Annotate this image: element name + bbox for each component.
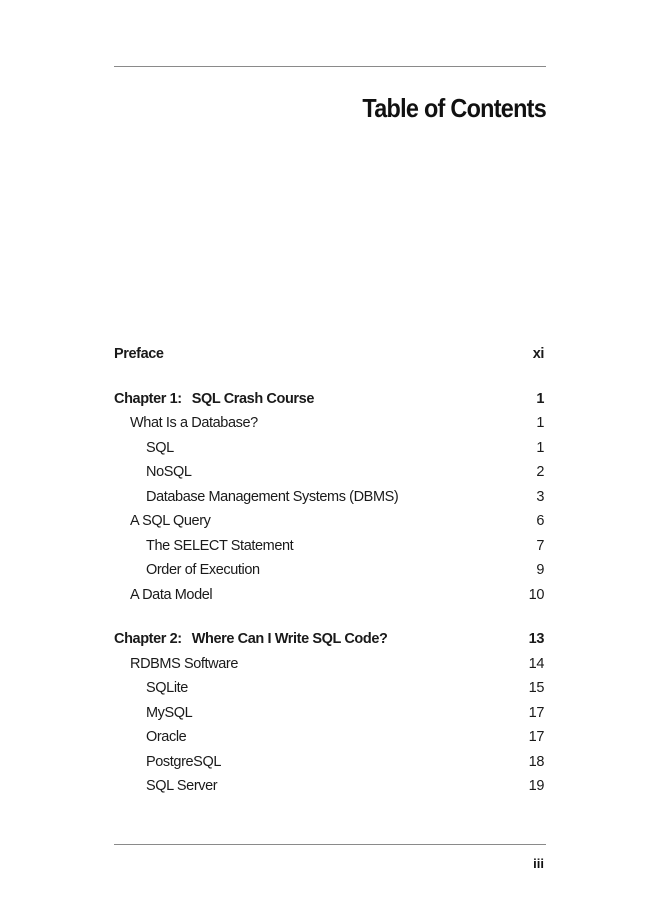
- toc-entry[interactable]: [114, 705, 544, 730]
- toc-entry[interactable]: [114, 656, 544, 681]
- toc-entry-label: Preface: [114, 346, 164, 362]
- toc-entry[interactable]: [114, 415, 544, 440]
- toc-entry-page: 10: [528, 586, 544, 603]
- toc-entry-label: PostgreSQL: [146, 753, 221, 770]
- top-rule: [114, 66, 546, 67]
- table-of-contents: [114, 346, 544, 803]
- page-number: iii: [533, 856, 544, 871]
- toc-entry-page: 1: [536, 415, 544, 431]
- page-title: Table of Contents: [362, 93, 546, 124]
- toc-entry[interactable]: [114, 440, 544, 465]
- toc-entry-label: A SQL Query: [130, 513, 211, 529]
- toc-entry[interactable]: [114, 489, 544, 514]
- toc-entry-preface[interactable]: [114, 346, 544, 371]
- toc-entry[interactable]: [114, 513, 544, 538]
- toc-entry[interactable]: [114, 587, 544, 612]
- toc-entry[interactable]: [114, 562, 544, 587]
- bottom-rule: [114, 844, 546, 845]
- chapter-number: Chapter 1:: [114, 390, 182, 407]
- toc-entry-label: RDBMS Software: [130, 655, 239, 672]
- toc-entry[interactable]: [114, 680, 544, 705]
- toc-entry-page: 18: [528, 753, 544, 770]
- toc-entry-page: 9: [536, 562, 544, 578]
- toc-entry-page: 6: [536, 513, 544, 529]
- toc-entry-label: MySQL: [146, 704, 193, 721]
- section-gap: [114, 371, 544, 391]
- toc-entry-page: 2: [536, 464, 544, 480]
- toc-entry[interactable]: [114, 464, 544, 489]
- toc-entry-label: Oracle: [146, 729, 187, 745]
- section-gap: [114, 611, 544, 631]
- toc-entry-label: NoSQL: [146, 464, 192, 480]
- toc-entry[interactable]: [114, 729, 544, 754]
- toc-entry[interactable]: [114, 754, 544, 779]
- toc-entry-label: Database Management Systems (DBMS): [146, 488, 399, 505]
- toc-entry-chapter-1[interactable]: [114, 391, 544, 416]
- toc-entry-page: 1: [536, 439, 544, 456]
- toc-entry-page: 19: [528, 778, 544, 794]
- toc-entry-page: 7: [536, 537, 544, 554]
- toc-entry-label: A Data Model: [130, 586, 213, 603]
- toc-entry-chapter-2[interactable]: [114, 631, 544, 656]
- toc-entry-label: SQL Server: [146, 778, 218, 794]
- toc-entry-label: What Is a Database?: [130, 415, 258, 431]
- chapter-title: Where Can I Write SQL Code?: [191, 631, 388, 647]
- toc-entry-label: SQL: [146, 439, 174, 456]
- toc-entry-page: 1: [536, 390, 544, 407]
- toc-entry-label: Order of Execution: [146, 562, 260, 578]
- toc-entry-page: 17: [528, 729, 544, 745]
- toc-entry-label: The SELECT Statement: [146, 537, 294, 554]
- toc-entry-label: SQLite: [146, 680, 188, 696]
- toc-entry[interactable]: [114, 778, 544, 803]
- toc-entry-page: 14: [528, 655, 544, 672]
- toc-entry-page: 15: [528, 680, 544, 696]
- chapter-number: Chapter 2:: [114, 631, 182, 647]
- toc-entry-page: 13: [528, 631, 544, 647]
- toc-entry-page: 3: [536, 488, 544, 505]
- chapter-title: SQL Crash Course: [191, 390, 314, 407]
- toc-entry-page: xi: [532, 346, 544, 362]
- toc-entry[interactable]: [114, 538, 544, 563]
- toc-entry-page: 17: [528, 704, 544, 721]
